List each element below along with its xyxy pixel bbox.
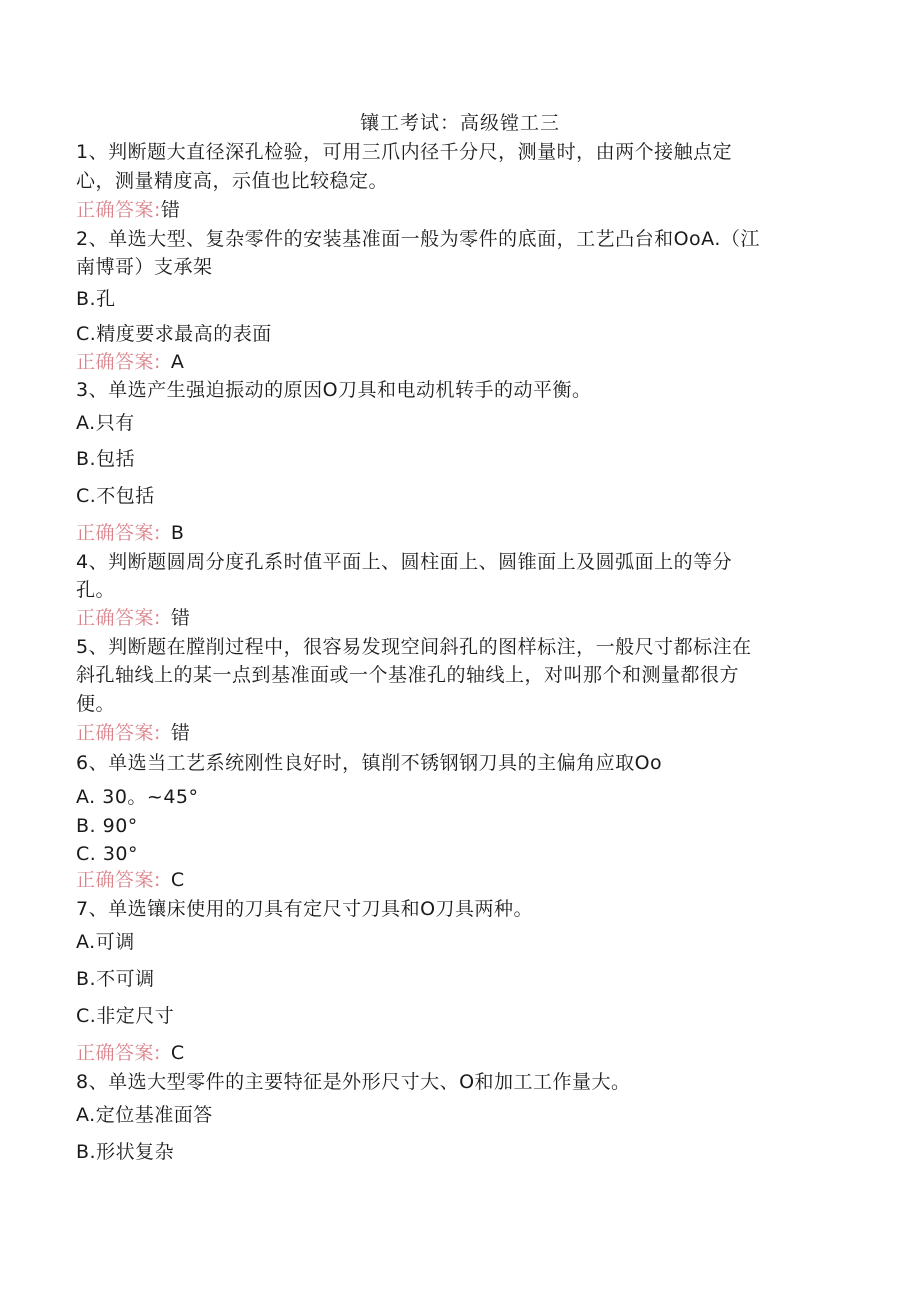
question-5-line-3: 便。: [76, 693, 116, 715]
question-2-line-1: 2、单选大型、复杂零件的安装基准面一般为零件的底面，工艺凸台和OoA.（江: [76, 228, 760, 250]
question-3-option-b: B.包括: [76, 448, 136, 470]
document-title: 镶工考试：高级镗工三: [359, 112, 560, 134]
question-7-option-c: C.非定尺寸: [76, 1005, 175, 1027]
answer-label: 正确答案:: [76, 522, 161, 544]
question-1-line-2: 心，测量精度高，示值也比较稳定。: [76, 170, 389, 192]
question-7-answer: [76, 1041, 185, 1065]
question-4-line-1: 4、判断题圆周分度孔系时值平面上、圆柱面上、圆锥面上及圆弧面上的等分: [76, 551, 733, 573]
question-2-line-2: 南博哥）支承架: [76, 256, 213, 278]
answer-value: C: [170, 1042, 185, 1064]
question-5-line-1: 5、判断题在膛削过程中，很容易发现空间斜孔的图样标注，一般尺寸都标注在: [76, 636, 752, 658]
question-8-option-a: A.定位基准面答: [76, 1104, 213, 1126]
answer-label: 正确答案:: [76, 199, 161, 221]
answer-value: 错: [170, 722, 191, 744]
question-1-answer: [76, 198, 180, 222]
answer-value: C: [170, 869, 185, 891]
question-6-answer: [76, 868, 185, 892]
question-7-option-b: B.不可调: [76, 968, 155, 990]
question-7-option-a: A.可调: [76, 931, 135, 953]
answer-value: 错: [170, 607, 191, 629]
question-2-answer: [76, 350, 184, 374]
answer-label: 正确答案:: [76, 607, 161, 629]
answer-value: 错: [160, 199, 181, 221]
question-1-line-1: 1、判断题大直径深孔检验，可用三爪内径千分尺，测量时，由两个接触点定: [76, 141, 733, 163]
question-5-answer: [76, 721, 190, 745]
question-2-option-c: C.精度要求最高的表面: [76, 323, 272, 345]
question-3-answer: [76, 521, 184, 545]
question-4-answer: [76, 606, 190, 630]
question-7-line-1: 7、单选镶床使用的刀具有定尺寸刀具和O刀具两种。: [76, 898, 534, 920]
question-6-option-b: B. 90°: [76, 815, 138, 837]
question-8-line-1: 8、单选大型零件的主要特征是外形尺寸大、O和加工工作量大。: [76, 1071, 631, 1093]
answer-value: A: [170, 351, 185, 373]
answer-label: 正确答案:: [76, 1042, 161, 1064]
question-6-option-c: C. 30°: [76, 843, 139, 865]
question-3-option-c: C.不包括: [76, 485, 155, 507]
question-8-option-b: B.形状复杂: [76, 1141, 175, 1163]
question-5-line-2: 斜孔轴线上的某一点到基准面或一个基准孔的轴线上，对叫那个和测量都很方: [76, 664, 740, 686]
question-2-option-b: B.孔: [76, 288, 116, 310]
question-6-line-1: 6、单选当工艺系统刚性良好时，镇削不锈钢钢刀具的主偏角应取Oo: [76, 752, 663, 774]
answer-value: B: [170, 522, 185, 544]
question-3-line-1: 3、单选产生强迫振动的原因O刀具和电动机转手的动平衡。: [76, 379, 592, 401]
answer-label: 正确答案:: [76, 722, 161, 744]
answer-label: 正确答案:: [76, 351, 161, 373]
question-3-option-a: A.只有: [76, 412, 135, 434]
question-6-option-a: A. 30。~45°: [76, 786, 199, 808]
question-4-line-2: 孔。: [76, 579, 116, 601]
answer-label: 正确答案:: [76, 869, 161, 891]
